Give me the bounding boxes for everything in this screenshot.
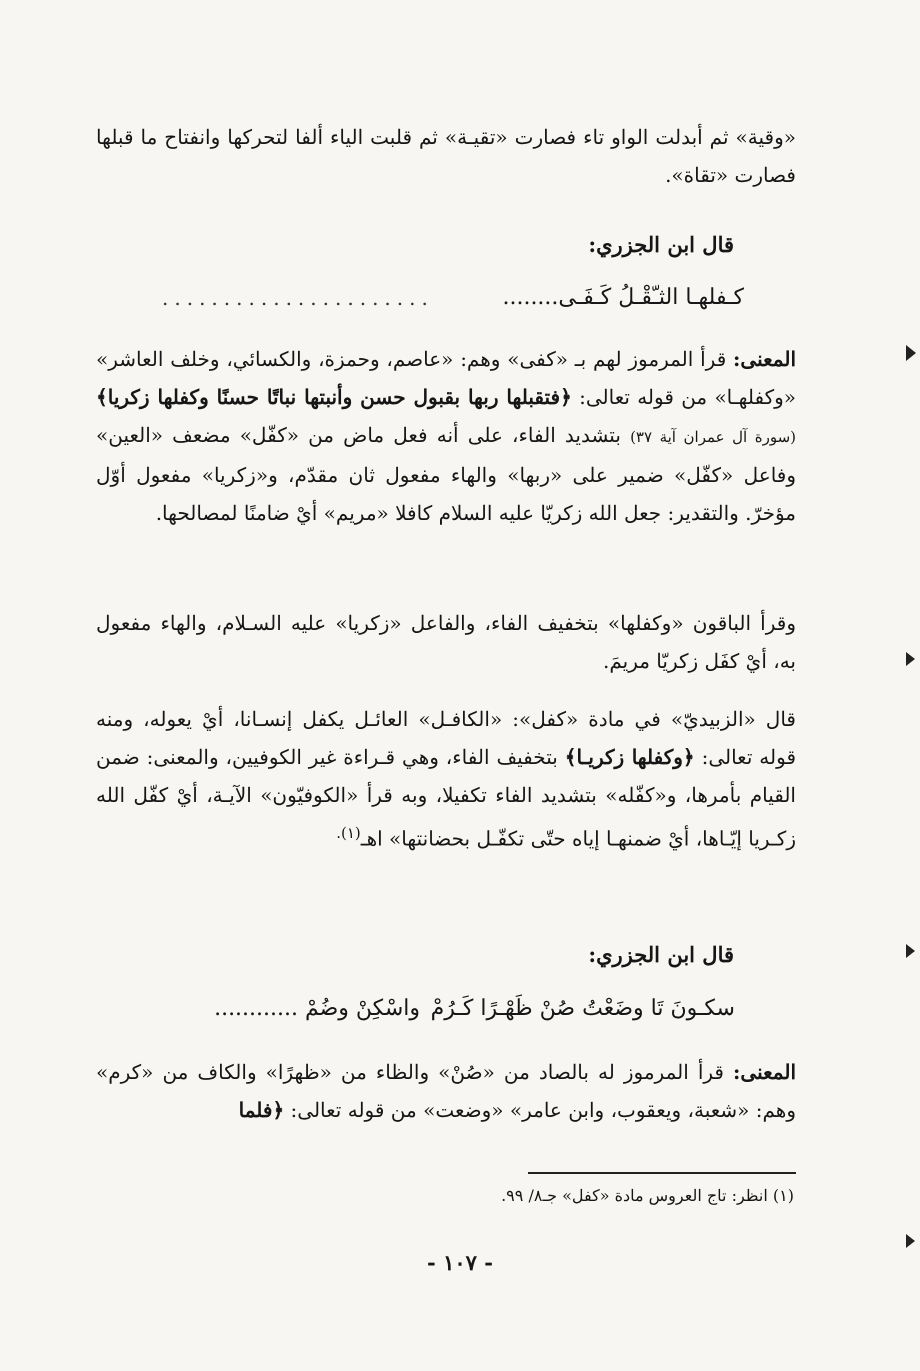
verse-line-2-first-hemistich: سكـونَ تَا وضَعْتُ صُنْ ظَهْـرًا كَـرُمْ <box>430 996 735 1021</box>
quran-quote-1: ﴿فتقبلها ربها بقبول حسن وأنبتها نباتًا حسنًا وكفلها زكريا﴾ <box>96 385 572 409</box>
meaning-paragraph-1 <box>96 340 796 532</box>
meaning-label: المعنى: <box>733 347 796 371</box>
footnote: (١) انظر: تاج العروس مادة «كفل» جـ٨/ ٩٩. <box>501 1186 794 1205</box>
footnote-marker: (١). <box>336 824 361 842</box>
verse-line-1-dots: ...................... <box>162 286 434 310</box>
paragraph-zubaidi <box>96 700 796 858</box>
heading-ibn-al-jazari-2: قال ابن الجزري: <box>588 942 734 967</box>
meaning-1-text-a: قرأ المرموز لهم بـ «كفى» وهم: «عاصم، وحمزة، والكسائي، وخلف العاشر» «وكفلهـا» من قوله تعالى: <box>96 347 797 409</box>
page-edge-mark <box>906 652 915 666</box>
verse-line-1: كـفلهـا الثـّقْـلُ كَـفَـى........ <box>502 285 744 310</box>
meaning-1-text-b: بتشديد الفاء، على أنه فعل ماض من «كفّل» مضعف «العين» وفاعل «كفّل» ضمير على «ربها» والهاء مفعول ثان مقدّم، و«زكريا» مفعول أوّل مؤخرّ. والتقدير: جعل الله زكريّا عليه السلام كافلا «مريم» أيْ ضامنًا لمصالحها. <box>96 423 797 525</box>
page-edge-mark <box>906 345 916 361</box>
meaning-2-text: قرأ المرموز له بالصاد من «صُنْ» والظاء من «ظهرًا» والكاف من «كرم» وهم: «شعبة، ويعقوب، وابن عامر» «وضعت» من قوله تعالى: <box>96 1060 796 1122</box>
verse-line-2-second-hemistich: واسْكِنْ وضُمْ ............ <box>214 996 420 1021</box>
footnote-divider <box>528 1172 796 1174</box>
paragraph-others-reading <box>96 604 796 680</box>
meaning-label-2: المعنى: <box>733 1060 796 1084</box>
paragraph-others-reading-text: وقرأ الباقون «وكفلها» بتخفيف الفاء، والفاعل «زكريا» عليه السـلام، والهاء مفعول به، أيْ كفَل زكريّا مريمَ. <box>96 611 796 673</box>
zubaidi-text-a: قال «الزبيديّ» في مادة «كفل»: «الكافـل» العائـل يكفل إنسـانا، أيْ يعوله، ومنه قوله تعالى: <box>96 707 797 769</box>
heading-ibn-al-jazari-1: قال ابن الجزري: <box>588 232 734 257</box>
paragraph-intro <box>96 118 796 194</box>
zubaidi-text-b: بتخفيف الفاء، وهي قـراءة غير الكوفيين، والمعنى: ضمن القيام بأمرها، و«كفّله» بتشديد الفاء تكفيلا، وبه قرأ «الكوفيّون» الآيـة، أيْ كفّل الله زكـريا إيّـاها، أيْ ضمنهـا إياه حتّى تكفّـل بحضانتها» اهـ <box>96 745 796 851</box>
page-number: - ١٠٧ - <box>427 1250 493 1275</box>
page-edge-mark <box>906 1234 915 1248</box>
paragraph-intro-text: «وقية» ثم أبدلت الواو تاء فصارت «تقيـة» ثم قلبت الياء ألفا لتحركها وانفتاح ما قبلها فصارت «تقاة». <box>96 125 796 187</box>
page-edge-mark <box>906 944 915 958</box>
meaning-paragraph-2 <box>96 1053 796 1129</box>
quran-quote-3: ﴿فلما <box>238 1098 285 1122</box>
quran-quote-2: ﴿وكفلها زكريـا﴾ <box>564 745 695 769</box>
surah-reference: (سورة آل عمران آية ٣٧) <box>630 428 796 446</box>
